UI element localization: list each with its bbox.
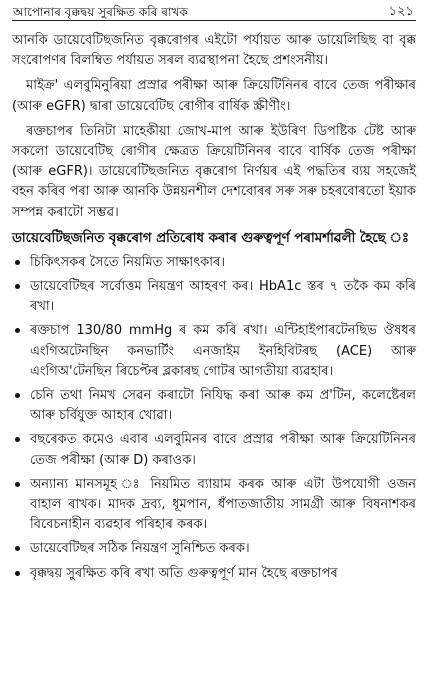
list-item bbox=[12, 253, 416, 273]
paragraph-3: ৰক্তচাপৰ তিনিটা মাহেকীয়া জোখ-মাপ আৰু ইউৰিণ ডিপষ্টিক টেষ্ট আৰু সকলো ডায়েবেটিছ ৰোগীৰ ক্ষেত্ৰত ক্ৰিয়েটিনিনৰ বাবে বাৰ্ষিক তেজ পৰীক্ষা (আৰু eGFR)। ডায়েবেটিছজনিত বৃক্কৰোগ নিৰ্ণয়ৰ এই পদ্ধতিৰ ব্যয় সহজেই বহন কৰিব পৰা আৰু আনকি উন্নয়নশীল দেশবোৰৰ সৰু সৰু চহৰবোৰতো ইয়াক সম্পন্ন কৰাটো সম্ভৱ। bbox=[12, 123, 416, 220]
list-item-text: বৃক্কদ্বয় সুৰক্ষিত কৰি ৰখা অতি গুৰুত্বপূৰ্ণ মান হৈছে ৰক্তচাপৰ bbox=[30, 565, 338, 581]
bullet-icon bbox=[15, 260, 20, 265]
list-item-text: ডায়েবেটিছৰ সৰ্বোত্তম নিয়ন্ত্ৰণ আহৰণ কৰ। HbA1c স্তৰ ৭ তকৈ কম কৰি ৰখা। bbox=[30, 279, 416, 315]
list-item-text: বছৰেকত কমেও এবাৰ এলবুমিনৰ বাবে প্ৰস্ৰাৱ পৰীক্ষা আৰু ক্ৰিয়েটিনিনৰ তেজ পৰীক্ষা (আৰু D) কৰাওক। bbox=[30, 432, 416, 468]
bullet-icon bbox=[15, 571, 20, 576]
list-item-text: অন্যান্য মানসমূহ ঃ নিয়মিত ব্যায়াম কৰক আৰু এটা উপযোগী ওজন বাহাল ৰাখক। মাদক দ্ৰব্য, ধূমপান, ধঁপাতজাতীয় সামগ্ৰী আৰু বিষনাশকৰ বিবেচনাহীন ব্যৱহাৰ পৰিহাৰ কৰক। bbox=[30, 476, 416, 533]
bullet-icon bbox=[15, 482, 20, 487]
paragraph-2: মাইক্ৰ' এলবুমিনুৰিয়া প্ৰস্ৰাৱ পৰীক্ষা আৰু ক্ৰিয়েটিনিনৰ বাবে তেজ পৰীক্ষাৰ (আৰু eGFR) দ্বাৰা ডায়েবেটিছ ৰোগীৰ বাৰ্ষিক স্ক্ৰীণীং। bbox=[12, 78, 416, 114]
list-item bbox=[12, 321, 416, 382]
bullet-icon bbox=[15, 437, 20, 442]
advice-list bbox=[12, 253, 416, 584]
page-body bbox=[12, 31, 416, 584]
list-item-text: চিকিৎসকৰ সৈতে নিয়মিত সাক্ষাৎকাৰ। bbox=[30, 254, 225, 270]
list-item bbox=[12, 386, 416, 426]
section-heading: ডায়েবেটিছজনিত বৃক্কৰোগ প্ৰতিৰোধ কৰাৰ গুৰুত্বপূৰ্ণ পৰামৰ্শাৱলী হৈছে ঃ bbox=[12, 230, 409, 246]
list-item-text: ডায়েবেটিছৰ সঠিক নিয়ন্ত্ৰণ সুনিশ্চিত কৰক। bbox=[30, 541, 250, 557]
chapter-title: আপোনাৰ বৃক্কদ্বয় সুৰক্ষিত কৰি ৰাখক bbox=[13, 5, 188, 19]
running-header bbox=[12, 0, 416, 21]
list-item bbox=[12, 430, 416, 470]
list-item bbox=[12, 564, 416, 584]
bullet-icon bbox=[15, 393, 20, 398]
bullet-icon bbox=[15, 328, 20, 333]
bullet-icon bbox=[15, 546, 20, 551]
list-item bbox=[12, 277, 416, 317]
page-number: ১২১ bbox=[388, 4, 414, 19]
paragraph-1: আনকি ডায়েবেটিছজনিত বৃক্কৰোগৰ এইটো পৰ্যায়ত আৰু ডায়েলিছিছ বা বৃক্ক সংৰোপণৰ বিলম্বিত পৰ্যায়ত সৰল ব্যৱস্থাপনা হৈছে প্ৰশংসনীয়। bbox=[12, 33, 416, 69]
list-item-text: ৰক্তচাপ 130/80 mmHg ৰ কম কৰি ৰখা। এন্টিহাইপাৰটেনছিভ ঔষধৰ এংগিঅটেনছিন কনভাৰ্টিং এনজাইম ইনহিবিটৰছ (ACE) আৰু এংগিঅ'টেনছিন ৰিচেপ্টৰ ব্লকাৰছ গোটৰ আগতীয়া ব্যৱহাৰ। bbox=[30, 323, 416, 379]
bullet-icon bbox=[15, 284, 20, 289]
list-item bbox=[12, 539, 416, 559]
list-item bbox=[12, 475, 416, 536]
list-item-text: চেনি তথা নিমখ সেৱন কৰাটো নিযিদ্ধ কৰা আৰু কম প্ৰ'টিন, কলেষ্টেৰল আৰু চৰ্বিযুক্ত আহাৰ খোৱা। bbox=[30, 388, 416, 424]
